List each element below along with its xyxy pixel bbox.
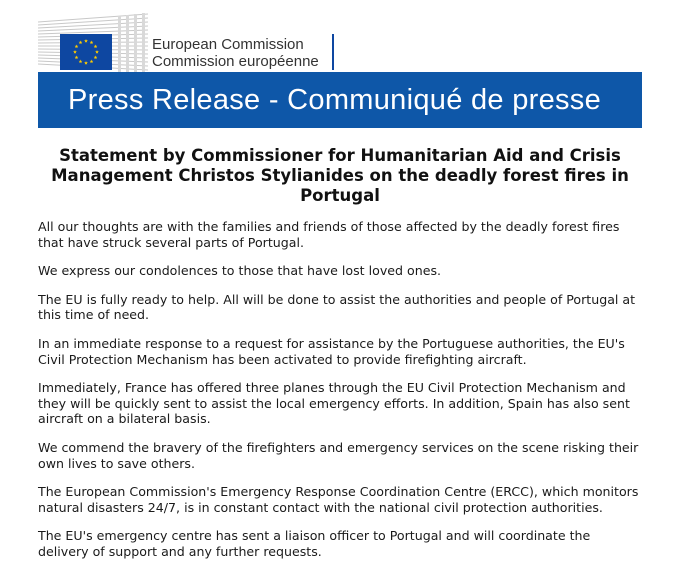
- paragraph: The EU is fully ready to help. All will be done to assist the authorities and people of Portugal at this time of need.: [38, 291, 636, 323]
- banner-title: Press Release - Communiqué de presse: [68, 84, 602, 116]
- paragraph: We express our condolences to those that have lost loved ones.: [38, 263, 442, 279]
- org-name-en: European Commission: [152, 36, 304, 53]
- eu-flag-icon: [60, 34, 112, 70]
- eu-star-icon: [75, 56, 79, 60]
- org-name-fr: Commission européenne: [152, 53, 319, 70]
- eu-star-icon: [94, 56, 98, 60]
- eu-star-icon: [95, 50, 99, 54]
- org-names: [152, 36, 319, 70]
- paragraph: All our thoughts are with the families and friends of those affected by the deadly forest fires that have struck several parts of Portugal.: [38, 219, 620, 250]
- eu-star-icon: [84, 39, 88, 43]
- eu-star-icon: [79, 40, 83, 44]
- statement-body: [38, 219, 642, 573]
- ec-header: [38, 10, 642, 72]
- paragraph: The European Commission's Emergency Response Coordination Centre (ERCC), which monitors natural disasters 24/7, is in constant contact with the national civil protection authorities.: [38, 484, 639, 515]
- statement-title: Statement by Commissioner for Humanitarian Aid and Crisis Management Christos Stylianides on the deadly forest fires in Portugal: [51, 146, 629, 205]
- press-release-banner: [38, 72, 642, 128]
- eu-star-icon: [90, 40, 94, 44]
- paragraph: We commend the bravery of the firefighters and emergency services on the scene risking their own lives to save others.: [38, 439, 639, 471]
- ec-logo: [38, 10, 330, 72]
- paragraph: In an immediate response to a request for assistance by the Portuguese authorities, the EU's Civil Protection Mechanism has been activated to provide firefighting aircraft.: [38, 335, 625, 367]
- eu-star-icon: [79, 60, 83, 64]
- eu-star-icon: [94, 45, 98, 49]
- eu-star-icon: [84, 61, 88, 65]
- eu-star-icon: [73, 50, 77, 54]
- header-divider: [332, 34, 334, 70]
- paragraph: Immediately, France has offered three planes through the EU Civil Protection Mechanism and they will be quickly sent to assist the local emergency efforts. In addition, Spain has also sent aircraft on a bilateral basis.: [38, 380, 630, 427]
- eu-star-icon: [75, 45, 79, 49]
- paragraph: The EU's emergency centre has sent a liaison officer to Portugal and will coordinate the delivery of support and any further requests.: [38, 528, 591, 559]
- eu-star-icon: [90, 60, 94, 64]
